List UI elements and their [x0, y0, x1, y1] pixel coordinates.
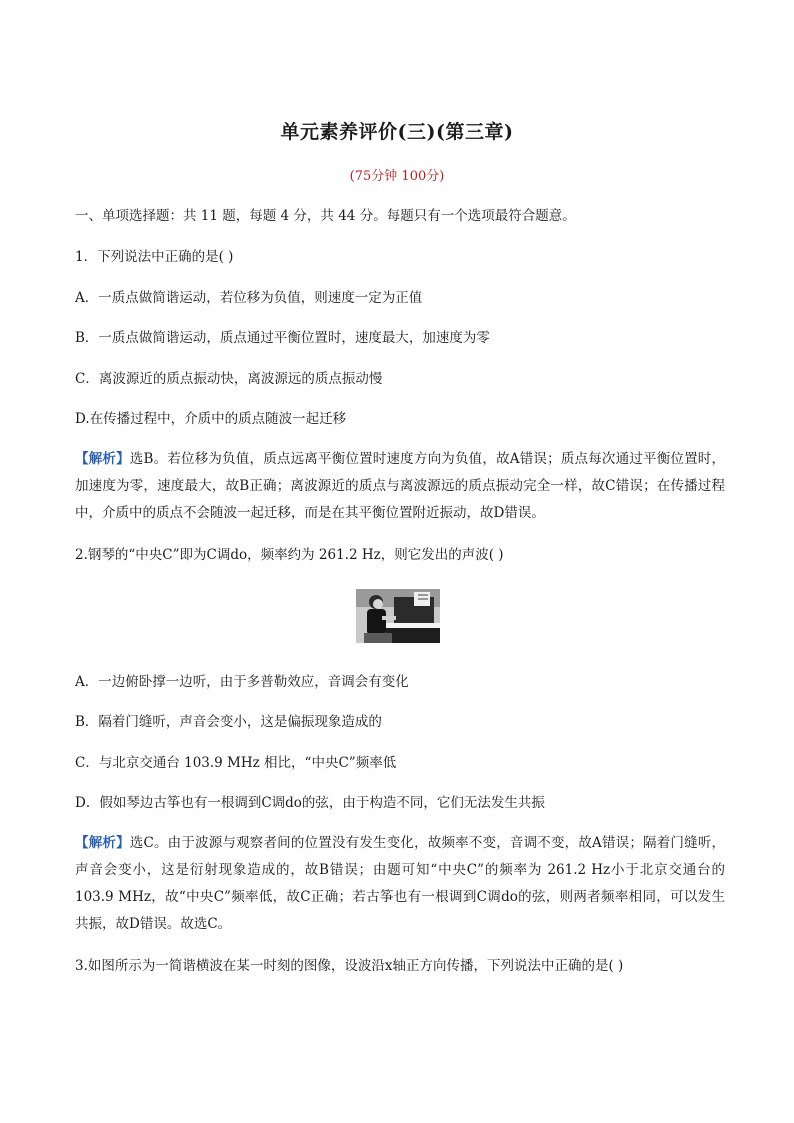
q2-option-a: A．一边俯卧撑一边听，由于多普勒效应，音调会有变化 — [75, 674, 409, 690]
section-heading: 一、单项选择题：共 11 题，每题 4 分，共 44 分。每题只有一个选项最符合题意。 — [75, 208, 576, 224]
piano-photo-graphic — [356, 589, 440, 643]
q2-analysis-text: 选C。由于波源与观察者间的位置没有发生变化，故频率不变，音调不变，故A错误；隔着门缝听，声音会变小，这是衍射现象造成的，故B错误；由题可知“中央C”的频率为 261.2 Hz小于北京交通台的103.9 MHz，故“中央C”频率低，故C正确；若古筝也有一根调到C调do的弦，则两者频率相同，可以发生共振，故D错误。故选C。 — [75, 835, 726, 932]
page-subtitle: (75分钟 100分) — [349, 169, 445, 184]
page-title: 单元素养评价(三)(第三章) — [280, 121, 514, 143]
q2-analysis — [75, 830, 725, 938]
q1-analysis-text: 选B。若位移为负值，质点远离平衡位置时速度方向为负值，故A错误；质点每次通过平衡位置时，加速度为零，速度最大，故B正确；离波源近的质点与离波源远的质点振动完全一样，故C错误；在传播过程中，介质中的质点不会随波一起迁移，而是在其平衡位置附近振动，故D错误。 — [75, 451, 725, 521]
q1-option-a: A．一质点做简谐运动，若位移为负值，则速度一定为正值 — [75, 290, 423, 306]
analysis-tag: 【解析】 — [75, 835, 130, 851]
piano-photo — [356, 589, 440, 643]
q1-option-b: B．一质点做简谐运动，质点通过平衡位置时，速度最大，加速度为零 — [75, 330, 490, 346]
q2-stem: 2.钢琴的“中央C”即为C调do，频率约为 261.2 Hz，则它发出的声波( ) — [75, 547, 504, 563]
q2-option-c: C．与北京交通台 103.9 MHz 相比，“中央C”频率低 — [75, 755, 397, 771]
q3-stem: 3.如图所示为一简谐横波在某一时刻的图像，设波沿x轴正方向传播，下列说法中正确的是( ) — [75, 958, 624, 974]
q1-stem: 1．下列说法中正确的是( ) — [75, 249, 234, 265]
analysis-tag: 【解析】 — [75, 451, 130, 467]
q2-option-b: B．隔着门缝听，声音会变小，这是偏振现象造成的 — [75, 714, 382, 730]
q1-analysis — [75, 446, 725, 527]
q1-option-d: D.在传播过程中，介质中的质点随波一起迁移 — [75, 411, 347, 427]
q1-option-c: C．离波源近的质点振动快，离波源远的质点振动慢 — [75, 371, 383, 387]
q2-option-d: D．假如琴边古筝也有一根调到C调do的弦，由于构造不同，它们无法发生共振 — [75, 795, 545, 811]
